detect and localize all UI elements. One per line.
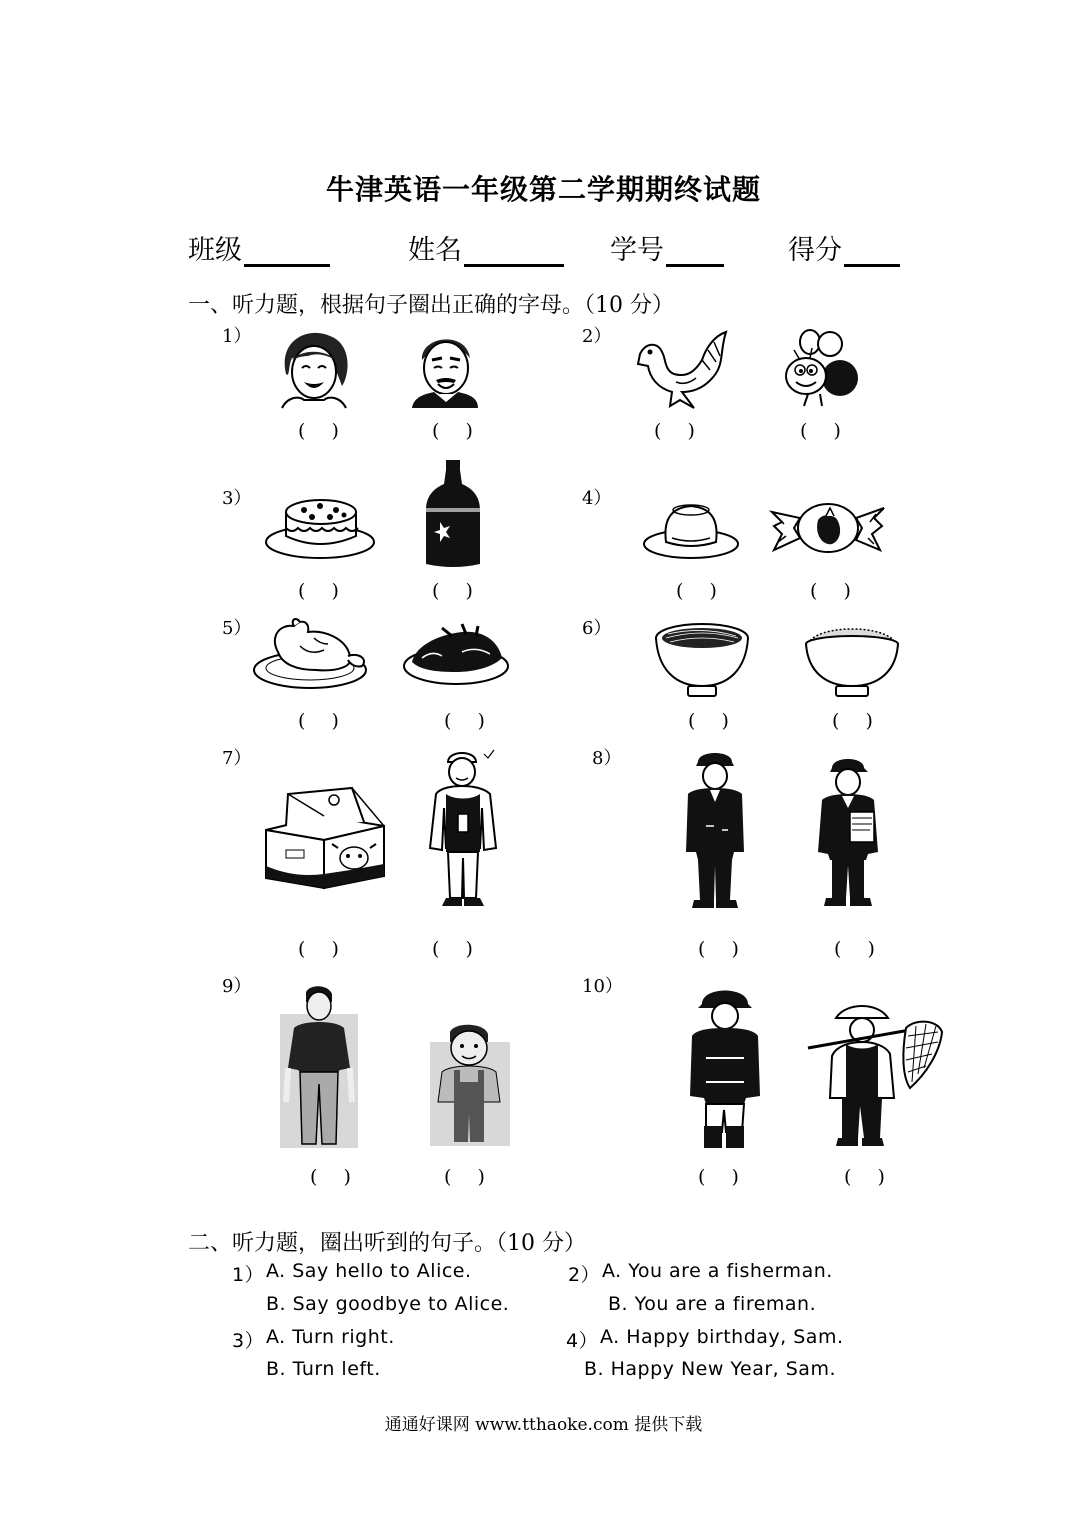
- milk-carton-icon: [264, 786, 390, 890]
- item-number-3: 3）: [222, 488, 252, 509]
- woman-face-icon: [278, 330, 350, 410]
- answer-paren-1b[interactable]: ( ): [432, 420, 483, 442]
- fisherman-icon: [806, 1002, 944, 1150]
- name-label: 姓名: [408, 235, 462, 266]
- candy-icon: [770, 498, 886, 558]
- number-label: 学号: [610, 235, 664, 266]
- answer-paren-5a[interactable]: ( ): [298, 710, 349, 732]
- answer-paren-3a[interactable]: ( ): [298, 580, 349, 602]
- name-blank[interactable]: [464, 236, 564, 267]
- item-number-9: 9）: [222, 976, 252, 997]
- bottle-icon: [422, 460, 484, 570]
- answer-paren-2b[interactable]: ( ): [800, 420, 851, 442]
- class-field: [188, 228, 330, 267]
- answer-paren-6b[interactable]: ( ): [832, 710, 883, 732]
- item-number-4: 4）: [582, 488, 612, 509]
- cake-icon: [264, 490, 376, 560]
- score-field: [788, 228, 900, 267]
- item-number-2: 2）: [582, 326, 612, 347]
- class-blank[interactable]: [244, 236, 330, 267]
- page-title: 牛津英语一年级第二学期期终试题: [325, 173, 761, 206]
- section2-heading: 二、听力题，圈出听到的句子。（10 分）: [188, 1231, 586, 1256]
- q2-option-b[interactable]: B. You are a fireman.: [608, 1293, 817, 1315]
- q4-option-a[interactable]: A. Happy birthday, Sam.: [600, 1326, 844, 1348]
- answer-paren-9b[interactable]: ( ): [444, 1166, 495, 1188]
- number-blank[interactable]: [666, 236, 724, 267]
- postman-icon: [816, 756, 886, 910]
- name-field: [408, 228, 564, 267]
- answer-paren-4b[interactable]: ( ): [810, 580, 861, 602]
- answer-paren-2a[interactable]: ( ): [654, 420, 705, 442]
- score-blank[interactable]: [844, 236, 900, 267]
- q2-number: 2）: [568, 1264, 601, 1286]
- item-number-6: 6）: [582, 618, 612, 639]
- item-number-5: 5）: [222, 618, 252, 639]
- man-face-icon: [410, 330, 480, 408]
- number-field: [610, 228, 724, 267]
- class-label: 班级: [188, 235, 242, 266]
- item-number-8: 8）: [592, 748, 622, 769]
- answer-paren-10b[interactable]: ( ): [844, 1166, 895, 1188]
- q3-option-b[interactable]: B. Turn left.: [266, 1358, 381, 1380]
- answer-paren-9a[interactable]: ( ): [310, 1166, 361, 1188]
- answer-paren-10a[interactable]: ( ): [698, 1166, 749, 1188]
- q4-option-b[interactable]: B. Happy New Year, Sam.: [584, 1358, 836, 1380]
- item-number-7: 7）: [222, 748, 252, 769]
- fish-dish-icon: [402, 622, 510, 688]
- answer-paren-7a[interactable]: ( ): [298, 938, 349, 960]
- score-label: 得分: [788, 235, 842, 266]
- noodles-bowl-icon: [654, 620, 750, 700]
- q3-option-a[interactable]: A. Turn right.: [266, 1326, 395, 1348]
- q1-option-b[interactable]: B. Say goodbye to Alice.: [266, 1293, 510, 1315]
- answer-paren-1a[interactable]: ( ): [298, 420, 349, 442]
- q4-number: 4）: [566, 1330, 599, 1352]
- q2-option-a[interactable]: A. You are a fisherman.: [602, 1260, 833, 1282]
- footer-source: 通通好课网 www.tthaoke.com 提供下载: [384, 1415, 703, 1435]
- section1-heading: 一、听力题，根据句子圈出正确的字母。（10 分）: [188, 293, 674, 318]
- rice-bowl-icon: [804, 620, 900, 698]
- man-icon: [280, 984, 358, 1150]
- item-number-10: 10）: [582, 976, 623, 997]
- chicken-dish-icon: [250, 616, 378, 690]
- bee-icon: [780, 330, 862, 410]
- fireman-icon: [688, 986, 762, 1152]
- policeman-icon: [684, 750, 746, 912]
- answer-paren-7b[interactable]: ( ): [432, 938, 483, 960]
- answer-paren-6a[interactable]: ( ): [688, 710, 739, 732]
- answer-paren-4a[interactable]: ( ): [676, 580, 727, 602]
- answer-paren-5b[interactable]: ( ): [444, 710, 495, 732]
- jelly-icon: [642, 500, 740, 560]
- boy-icon: [430, 1022, 510, 1148]
- q1-number: 1）: [232, 1264, 265, 1286]
- item-number-1: 1）: [222, 326, 252, 347]
- bird-icon: [636, 330, 728, 412]
- answer-paren-8b[interactable]: ( ): [834, 938, 885, 960]
- answer-paren-3b[interactable]: ( ): [432, 580, 483, 602]
- q1-option-a[interactable]: A. Say hello to Alice.: [266, 1260, 472, 1282]
- milkman-icon: [428, 748, 498, 914]
- answer-paren-8a[interactable]: ( ): [698, 938, 749, 960]
- q3-number: 3）: [232, 1330, 265, 1352]
